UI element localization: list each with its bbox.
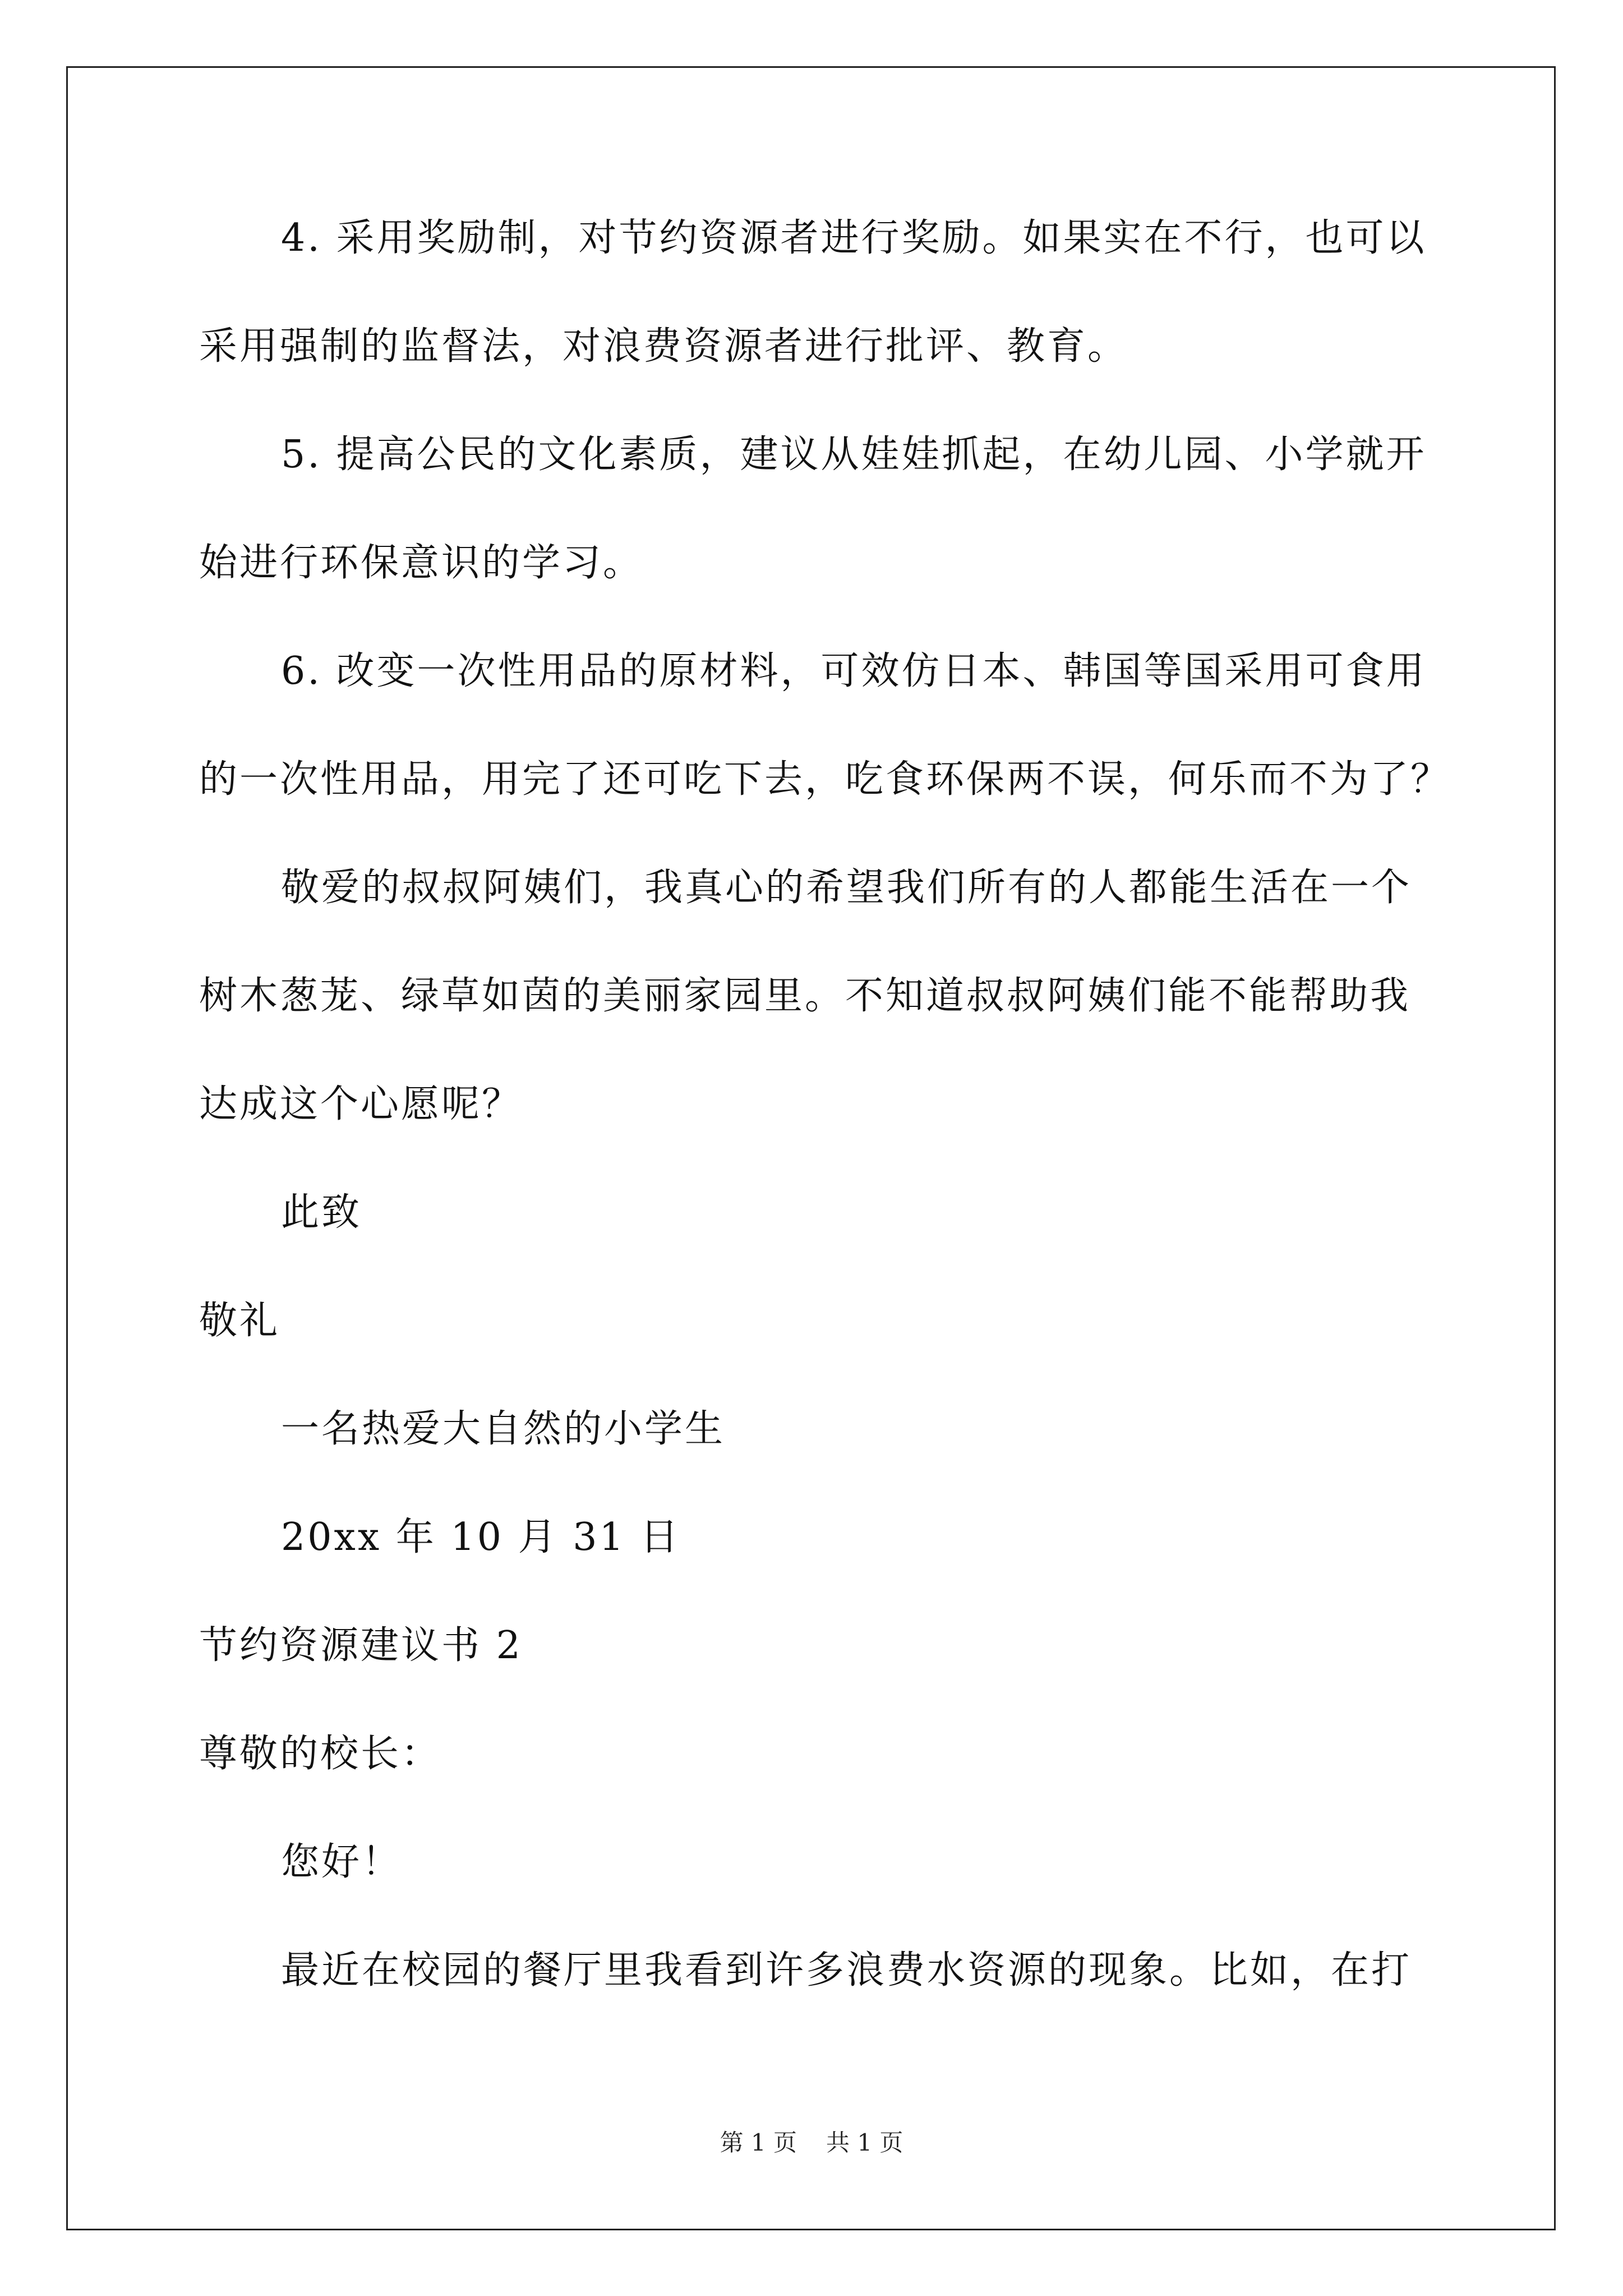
text-line: 达成这个心愿呢？ <box>199 1082 523 1126</box>
text-line: 采用强制的监督法，对浪费资源者进行批评、教育。 <box>199 324 1128 369</box>
text-line: 敬爱的叔叔阿姨们，我真心的希望我们所有的人都能生活在一个 <box>281 866 1412 910</box>
text-line: 6. 改变一次性用品的原材料，可效仿日本、韩国等国采用可食用 <box>281 649 1427 693</box>
closing-salutation: 敬礼 <box>199 1299 280 1343</box>
page-footer <box>0 2129 1623 2157</box>
text-line: 树木葱茏、绿草如茵的美丽家园里。不知道叔叔阿姨们能不能帮助我 <box>199 974 1411 1018</box>
text-line: 最近在校园的餐厅里我看到许多浪费水资源的现象。比如，在打 <box>281 1948 1412 1993</box>
section-title: 节约资源建议书 2 <box>199 1623 523 1668</box>
salutation: 尊敬的校长： <box>199 1732 442 1776</box>
signature: 一名热爱大自然的小学生 <box>281 1407 726 1451</box>
page-number: 第 1 页 <box>720 2129 797 2156</box>
text-line: 始进行环保意识的学习。 <box>199 541 644 585</box>
text-line: 5. 提高公民的文化素质，建议从娃娃抓起，在幼儿园、小学就开 <box>281 432 1427 477</box>
page-total: 共 1 页 <box>826 2129 903 2156</box>
greeting: 您好！ <box>281 1840 403 1884</box>
text-line: 4. 采用奖励制，对节约资源者进行奖励。如果实在不行，也可以 <box>281 216 1427 260</box>
page-border <box>66 66 1556 2230</box>
date: 20xx 年 10 月 31 日 <box>281 1515 681 1559</box>
closing-phrase: 此致 <box>281 1190 362 1235</box>
text-line: 的一次性用品，用完了还可吃下去，吃食环保两不误，何乐而不为了？ <box>199 757 1451 802</box>
